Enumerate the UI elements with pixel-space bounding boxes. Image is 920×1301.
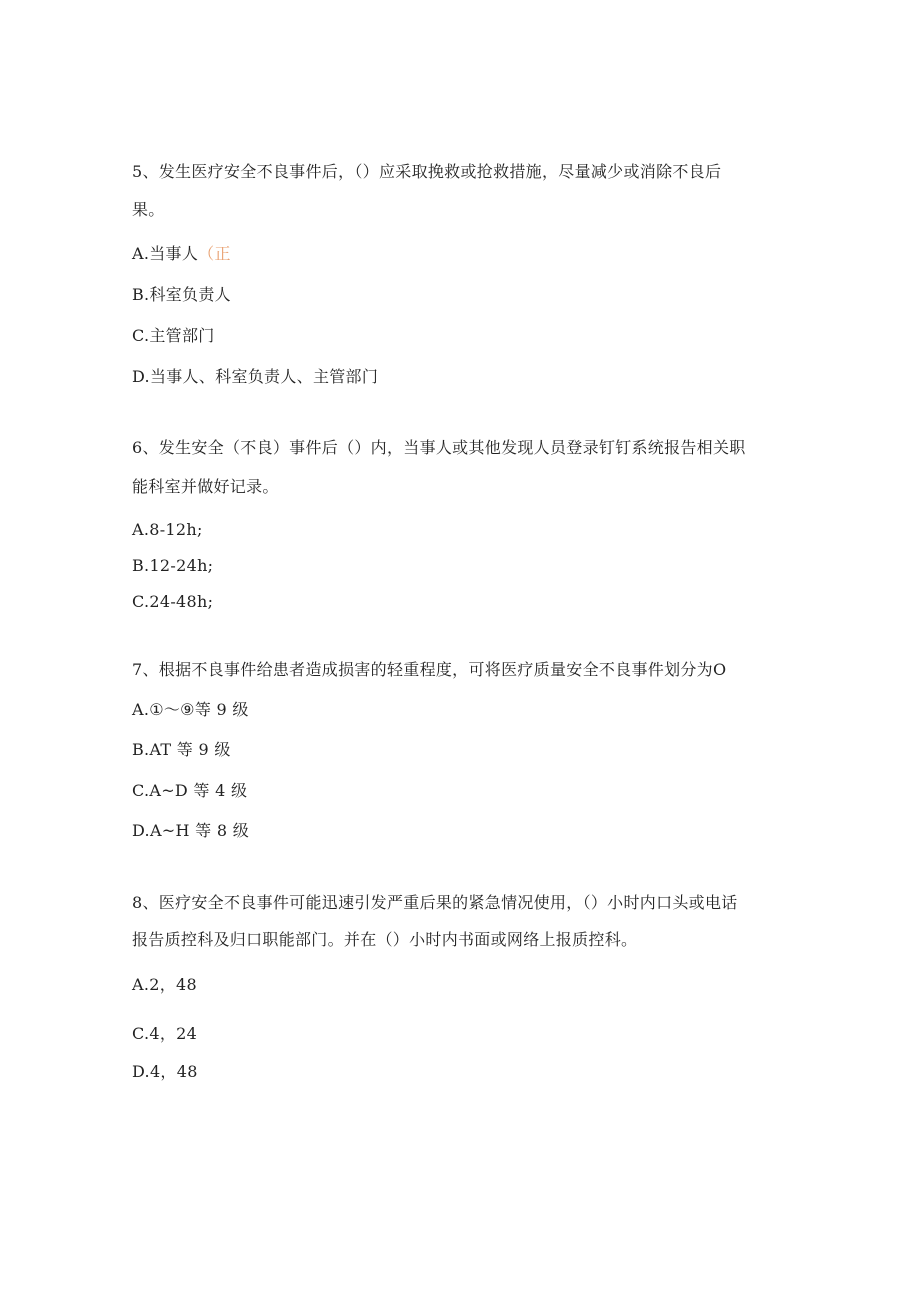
question-6-option-c: C.24-48h; (132, 592, 214, 611)
question-6-stem-line-2: 能科室并做好记录。 (132, 477, 279, 496)
question-7-stem-line-1: 7、根据不良事件给患者造成损害的轻重程度，可将医疗质量安全不良事件划分为O (132, 660, 727, 679)
question-8-option-d: D.4，48 (132, 1062, 198, 1081)
question-8-option-c: C.4，24 (132, 1024, 198, 1043)
question-7-option-b: B.AT 等 9 级 (132, 740, 231, 759)
question-7-option-d: D.A~H 等 8 级 (132, 821, 249, 840)
question-5-option-d: D.当事人、科室负责人、主管部门 (132, 367, 379, 386)
question-8-stem-line-1: 8、医疗安全不良事件可能迅速引发严重后果的紧急情况使用，（）小时内口头或电话 (132, 893, 738, 912)
question-7-option-a: A.①～⑨等 9 级 (132, 700, 249, 719)
question-5-stem-line-1: 5、发生医疗安全不良事件后，（）应采取挽救或抢救措施，尽量减少或消除不良后 (132, 162, 722, 181)
answer-note: （正 (198, 244, 231, 263)
option-text: A.当事人 (132, 244, 199, 263)
question-8-option-a: A.2，48 (132, 975, 197, 994)
question-7-option-c: C.A~D 等 4 级 (132, 781, 248, 800)
question-6-option-a: A.8-12h; (132, 520, 203, 539)
question-5-option-c: C.主管部门 (132, 326, 215, 345)
question-6-stem-line-1: 6、发生安全（不良）事件后（）内，当事人或其他发现人员登录钉钉系统报告相关职 (132, 438, 746, 457)
question-8-stem-line-2: 报告质控科及归口职能部门。并在（）小时内书面或网络上报质控科。 (132, 930, 638, 949)
question-5-stem-line-2: 果。 (132, 200, 165, 219)
question-6-option-b: B.12-24h; (132, 556, 214, 575)
question-5-option-a (132, 244, 231, 264)
question-5-option-b: B.科室负责人 (132, 285, 231, 304)
